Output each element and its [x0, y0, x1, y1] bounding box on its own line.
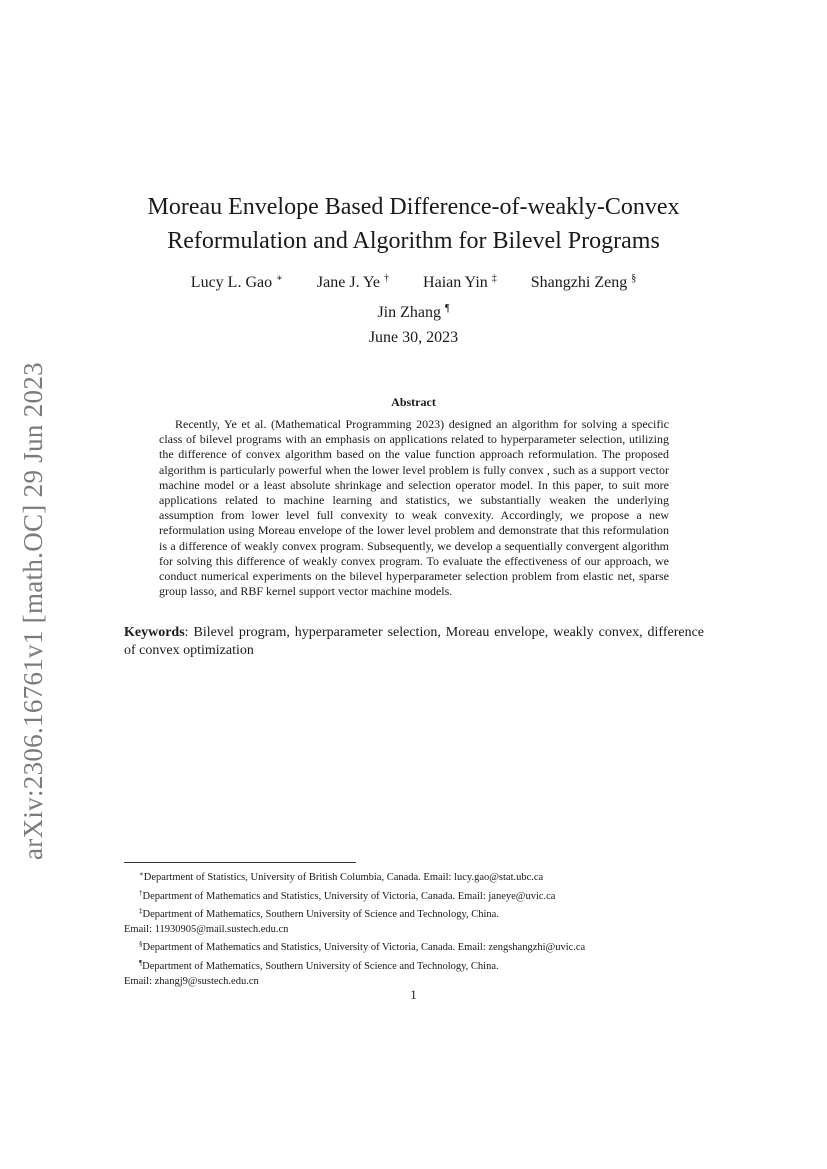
author	[377, 296, 449, 326]
author-name: Jin Zhang	[377, 304, 441, 321]
keywords-text: : Bilevel program, hyperparameter selection, Moreau envelope, weakly convex, difference of convex optimization	[124, 625, 704, 658]
abstract-heading: Abstract	[391, 395, 436, 409]
author-name: Shangzhi Zeng	[530, 274, 628, 291]
footnote-text: Department of Statistics, University of British Columbia, Canada. Email: lucy.gao@stat.ubc.ca	[143, 872, 544, 883]
author	[531, 266, 636, 296]
keywords-paragraph	[124, 624, 704, 660]
page-number: 1	[410, 987, 417, 1002]
author-name: Haian Yin	[423, 274, 488, 291]
footnote-text: Department of Mathematics, Southern University of Science and Technology, China.	[142, 960, 499, 972]
footnote-mark: ∗	[139, 870, 144, 878]
footnote-marker[interactable]: †	[384, 273, 390, 284]
author-name: Lucy L. Gao	[190, 274, 273, 291]
footnote-mark: ¶	[139, 958, 143, 967]
footnote-divider	[124, 862, 356, 863]
footnote-mark: †	[139, 888, 143, 897]
footnote-marker[interactable]: ‡	[491, 273, 497, 284]
author-list	[0, 266, 827, 326]
abstract-body: Recently, Ye et al. (Mathematical Programming 2023) designed an algorithm for solving a specific class of bilevel programs with an emphasis on applications related to hyperparameter selection, utilizing the difference of convex algorithm based on the value function approach reformulation. The proposed algorithm is particularly powerful when the lower level problem is fully convex , such as a support vector machine model or a least absolute shrinkage and selection operator model. In this paper, to suit more applications related to machine learning and statistics, we substantially weaken the underlying assumption from lower level full convexity to weak convexity. Accordingly, we propose a new reformulation using Moreau envelope of the lower level problem and demonstrate that this reformulation is a difference of weakly convex program. Subsequently, we develop a sequentially convergent algorithm for solving this difference of weakly convex program. To evaluate the effectiveness of our approach, we conduct numerical experiments on the bilevel hyperparameter selection problem from elastic net, sparse group lasso, and RBF kernel support vector machine models.	[159, 417, 669, 599]
title-line-2: Reformulation and Algorithm for Bilevel Programs	[167, 228, 660, 254]
author	[191, 266, 283, 296]
arxiv-identifier-stamp: arXiv:2306.16761v1 [math.OC] 29 Jun 2023	[18, 362, 48, 860]
footnote	[124, 867, 704, 886]
footnote-email[interactable]: Email: zhangj9@sustech.edu.cn	[124, 975, 259, 987]
footnote-mark: §	[139, 940, 143, 949]
footnote-marker[interactable]: ¶	[445, 303, 450, 314]
author-row-2	[0, 296, 827, 326]
author	[423, 266, 497, 296]
footnote-text: Department of Mathematics, Southern University of Science and Technology, China.	[142, 909, 499, 921]
footnote	[124, 904, 704, 923]
footnote-marker[interactable]: §	[631, 273, 637, 284]
author	[317, 266, 389, 296]
footnote	[124, 937, 704, 956]
footnote-continuation	[124, 923, 704, 938]
author-row-1	[0, 266, 827, 296]
author-name: Jane J. Ye	[316, 274, 381, 291]
footnote-mark: ‡	[139, 907, 143, 916]
title-line-1: Moreau Envelope Based Difference-of-weakly-Convex	[147, 194, 680, 220]
footnotes	[124, 867, 704, 989]
footnote-email[interactable]: Email: 11930905@mail.sustech.edu.cn	[124, 923, 289, 935]
footnote	[124, 886, 704, 905]
footnote-text: Department of Mathematics and Statistics, University of Victoria, Canada. Email: janeye@uvic.ca	[142, 890, 556, 902]
keywords-label: Keywords	[124, 625, 185, 640]
footnote-marker[interactable]: ∗	[276, 273, 283, 284]
footnote	[124, 956, 704, 975]
paper-title	[0, 190, 827, 258]
footnote-text: Department of Mathematics and Statistics, University of Victoria, Canada. Email: zengshangzhi@uvic.ca	[142, 942, 586, 954]
publication-date: June 30, 2023	[368, 329, 459, 346]
